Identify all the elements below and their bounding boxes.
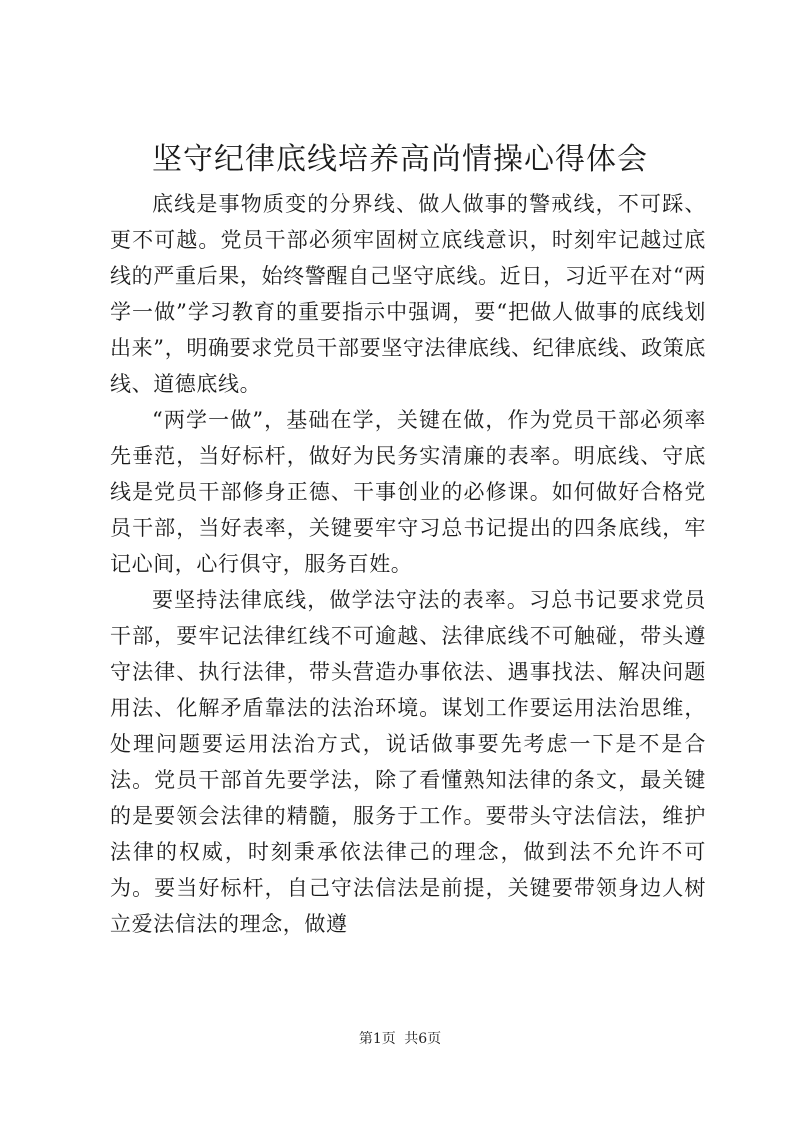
page-number: 第1页 <box>358 1031 396 1047</box>
page-total: 共6页 <box>404 1031 442 1047</box>
document-body <box>110 186 706 942</box>
paragraph-2: “两学一做”，基础在学，关键在做，作为党员干部必须率先垂范，当好标杆，做好为民务实清廉的表率。明底线、守底线是党员干部修身正德、干事创业的必修课。如何做好合格党员干部，当好表率，关键要牢守习总书记提出的四条底线，牢记心间，心行俱守，服务百姓。 <box>110 408 706 576</box>
page-footer <box>0 1029 800 1049</box>
paragraph-3: 要坚持法律底线，做学法守法的表率。习总书记要求党员干部，要牢记法律红线不可逾越、法律底线不可触碰，带头遵守法律、执行法律，带头营造办事依法、遇事找法、解决问题用法、化解矛盾靠法的法治环境。谋划工作要运用法治思维，处理问题要运用法治方式，说话做事要先考虑一下是不是合法。党员干部首先要学法，除了看懂熟知法律的条文，最关键的是要领会法律的精髓，服务于工作。要带头守法信法，维护法律的权威，时刻秉承依法律己的理念，做到法不允许不可为。要当好标杆，自己守法信法是前提，关键要带领身边人树立爱法信法的理念，做遵 <box>110 588 706 936</box>
document-title: 坚守纪律底线培养高尚情操心得体会 <box>152 142 648 177</box>
paragraph-1: 底线是事物质变的分界线、做人做事的警戒线，不可踩、更不可越。党员干部必须牢固树立底线意识，时刻牢记越过底线的严重后果，始终警醒自己坚守底线。近日，习近平在对“两学一做”学习教育的重要指示中强调，要“把做人做事的底线划出来”，明确要求党员干部要坚守法律底线、纪律底线、政策底线、道德底线。 <box>110 192 706 396</box>
